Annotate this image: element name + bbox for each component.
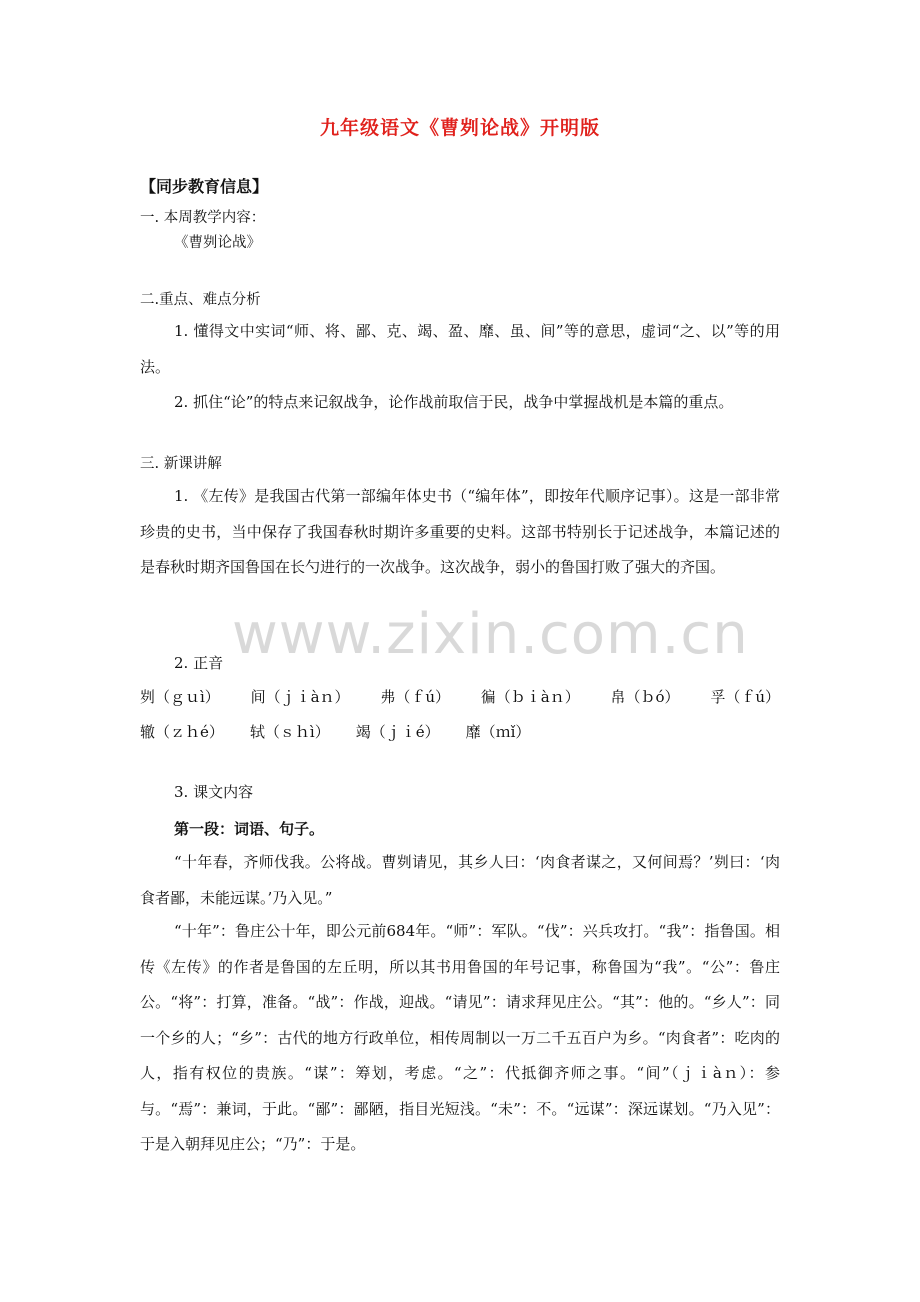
s2-paragraph-1: 1. 懂得文中实词“师、将、鄙、克、竭、盈、靡、虽、间”等的意思，虚词“之、以”等的用法。 bbox=[140, 322, 780, 376]
s1-item: 《曹刿论战》 bbox=[174, 235, 261, 251]
pinyin-item: 孚（ｆú） bbox=[710, 688, 780, 706]
s3-notes: “十年”：鲁庄公十年，即公元前684年。“师”：军队。“伐”：兴兵攻打。“我”：指鲁国。相传《左传》的作者是鲁国的左丘明，所以其书用鲁国的年号记事，称鲁国为“我”。“公”：鲁庄公。“将”：打算，准备。“战”：作战，迎战。“请见”：请求拜见庄公。“其”：他的。“乡人”：同一个乡的人；“乡”：古代的地方行政单位，相传周制以一万二千五百户为乡。“肉食者”：吃肉的人，指有权位的贵族。“谋”：筹划，考虑。“之”：代抵御齐师之事。“间”（ｊｉàｎ）：参与。“焉”：兼词，于此。“鄙”：鄙陋，指目光短浅。“未”：不。“远谋”：深远谋划。“乃入见”：于是入朝拜见庄公；“乃”：于是。 bbox=[140, 922, 780, 1153]
s3-sub-heading: 第一段：词语、句子。 bbox=[174, 820, 325, 838]
s3-paragraph-1: 1. 《左传》是我国古代第一部编年体史书（“编年体”，即按年代顺序记事）。这是一部非常珍贵的史书，当中保存了我国春秋时期许多重要的史料。这部书特别长于记述战争，本篇记述的是春秋时期齐国鲁国在长勺进行的一次战争。这次战争，弱小的鲁国打败了强大的齐国。 bbox=[140, 487, 780, 576]
pinyin-item: 帛（ｂó） bbox=[610, 688, 680, 706]
s3-content-heading: 3. 课文内容 bbox=[174, 783, 254, 801]
s3-quote: “十年春，齐师伐我。公将战。曹刿请见，其乡人曰：‘肉食者谋之，又何间焉？’刿曰：‘肉食者鄙，未能远谋。’乃入见。” bbox=[140, 853, 780, 907]
document-title: 九年级语文《曹刿论战》开明版 bbox=[319, 117, 600, 139]
pinyin-item: 刿（ｇｕì） bbox=[140, 688, 220, 706]
pinyin-item: 间（ｊｉàｎ） bbox=[250, 688, 350, 706]
s3-pronunciation-heading: 2. 正音 bbox=[174, 654, 224, 672]
pinyin-item: 竭（ｊｉé） bbox=[355, 723, 440, 741]
s2-heading: 二.重点、难点分析 bbox=[140, 292, 261, 308]
pinyin-item: 靡（ｍǐ） bbox=[465, 723, 531, 741]
pinyin-row-2 bbox=[140, 721, 780, 742]
pinyin-item: 弗（ｆú） bbox=[380, 688, 450, 706]
pinyin-item: 辙（ｚｈé） bbox=[140, 723, 224, 741]
s2-paragraph-2: 2. 抓住“论”的特点来记叙战争，论作战前取信于民，战争中掌握战机是本篇的重点。 bbox=[174, 393, 734, 411]
watermark: www.zixin.com.cn bbox=[232, 602, 749, 667]
section-heading: 【同步教育信息】 bbox=[140, 177, 269, 196]
pinyin-item: 徧（ｂｉàｎ） bbox=[480, 688, 580, 706]
pinyin-row-1 bbox=[140, 686, 780, 707]
s1-heading: 一. 本周教学内容： bbox=[140, 210, 266, 226]
pinyin-item: 轼（ｓｈì） bbox=[249, 723, 330, 741]
s3-heading: 三. 新课讲解 bbox=[140, 456, 222, 472]
